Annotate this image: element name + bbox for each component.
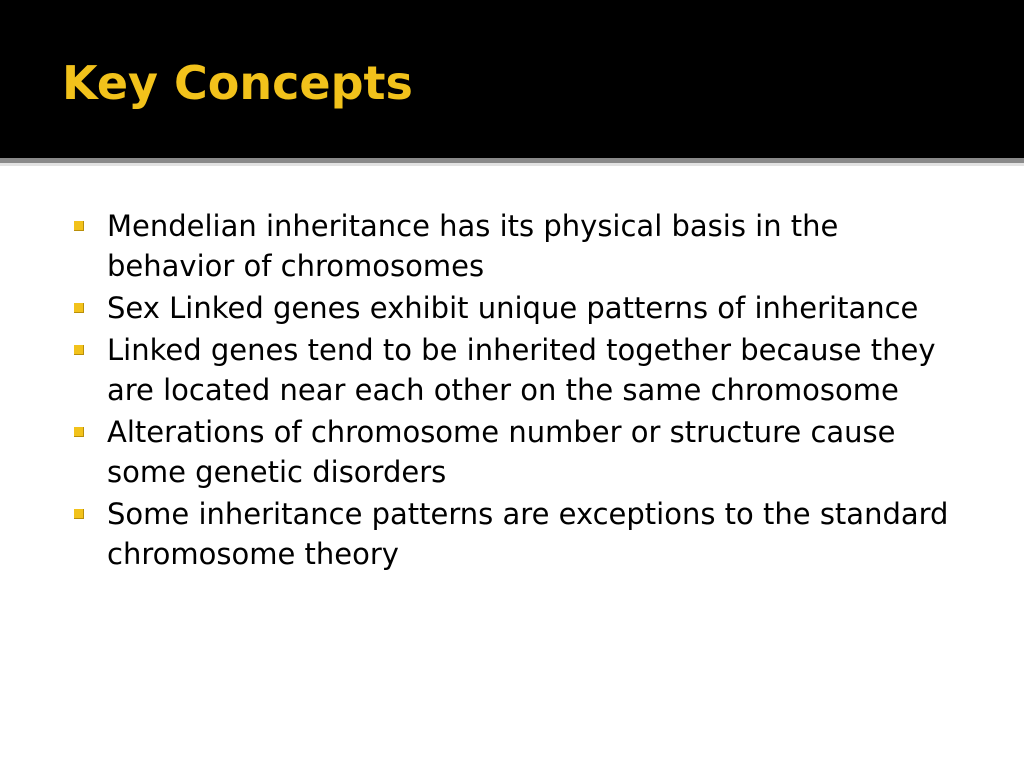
square-bullet-icon bbox=[74, 427, 84, 437]
bullet-item bbox=[72, 494, 972, 574]
square-bullet-icon bbox=[74, 509, 84, 519]
bullet-text: Sex Linked genes exhibit unique patterns of inheritance bbox=[107, 291, 919, 325]
bullet-item bbox=[72, 206, 972, 286]
square-bullet-icon bbox=[74, 345, 84, 355]
bullet-list bbox=[72, 206, 972, 576]
bullet-text: Linked genes tend to be inherited together because they are located near each other on the same chromosome bbox=[107, 333, 936, 407]
square-bullet-icon bbox=[74, 221, 84, 231]
title-bar bbox=[0, 0, 1024, 158]
slide-title: Key Concepts bbox=[62, 56, 413, 110]
title-divider-highlight bbox=[0, 163, 1024, 166]
bullet-text: Alterations of chromosome number or structure cause some genetic disorders bbox=[107, 415, 896, 489]
bullet-item bbox=[72, 288, 972, 328]
bullet-item bbox=[72, 412, 972, 492]
bullet-text: Some inheritance patterns are exceptions to the standard chromosome theory bbox=[107, 497, 949, 571]
bullet-text: Mendelian inheritance has its physical basis in the behavior of chromosomes bbox=[107, 209, 839, 283]
bullet-item bbox=[72, 330, 972, 410]
square-bullet-icon bbox=[74, 303, 84, 313]
